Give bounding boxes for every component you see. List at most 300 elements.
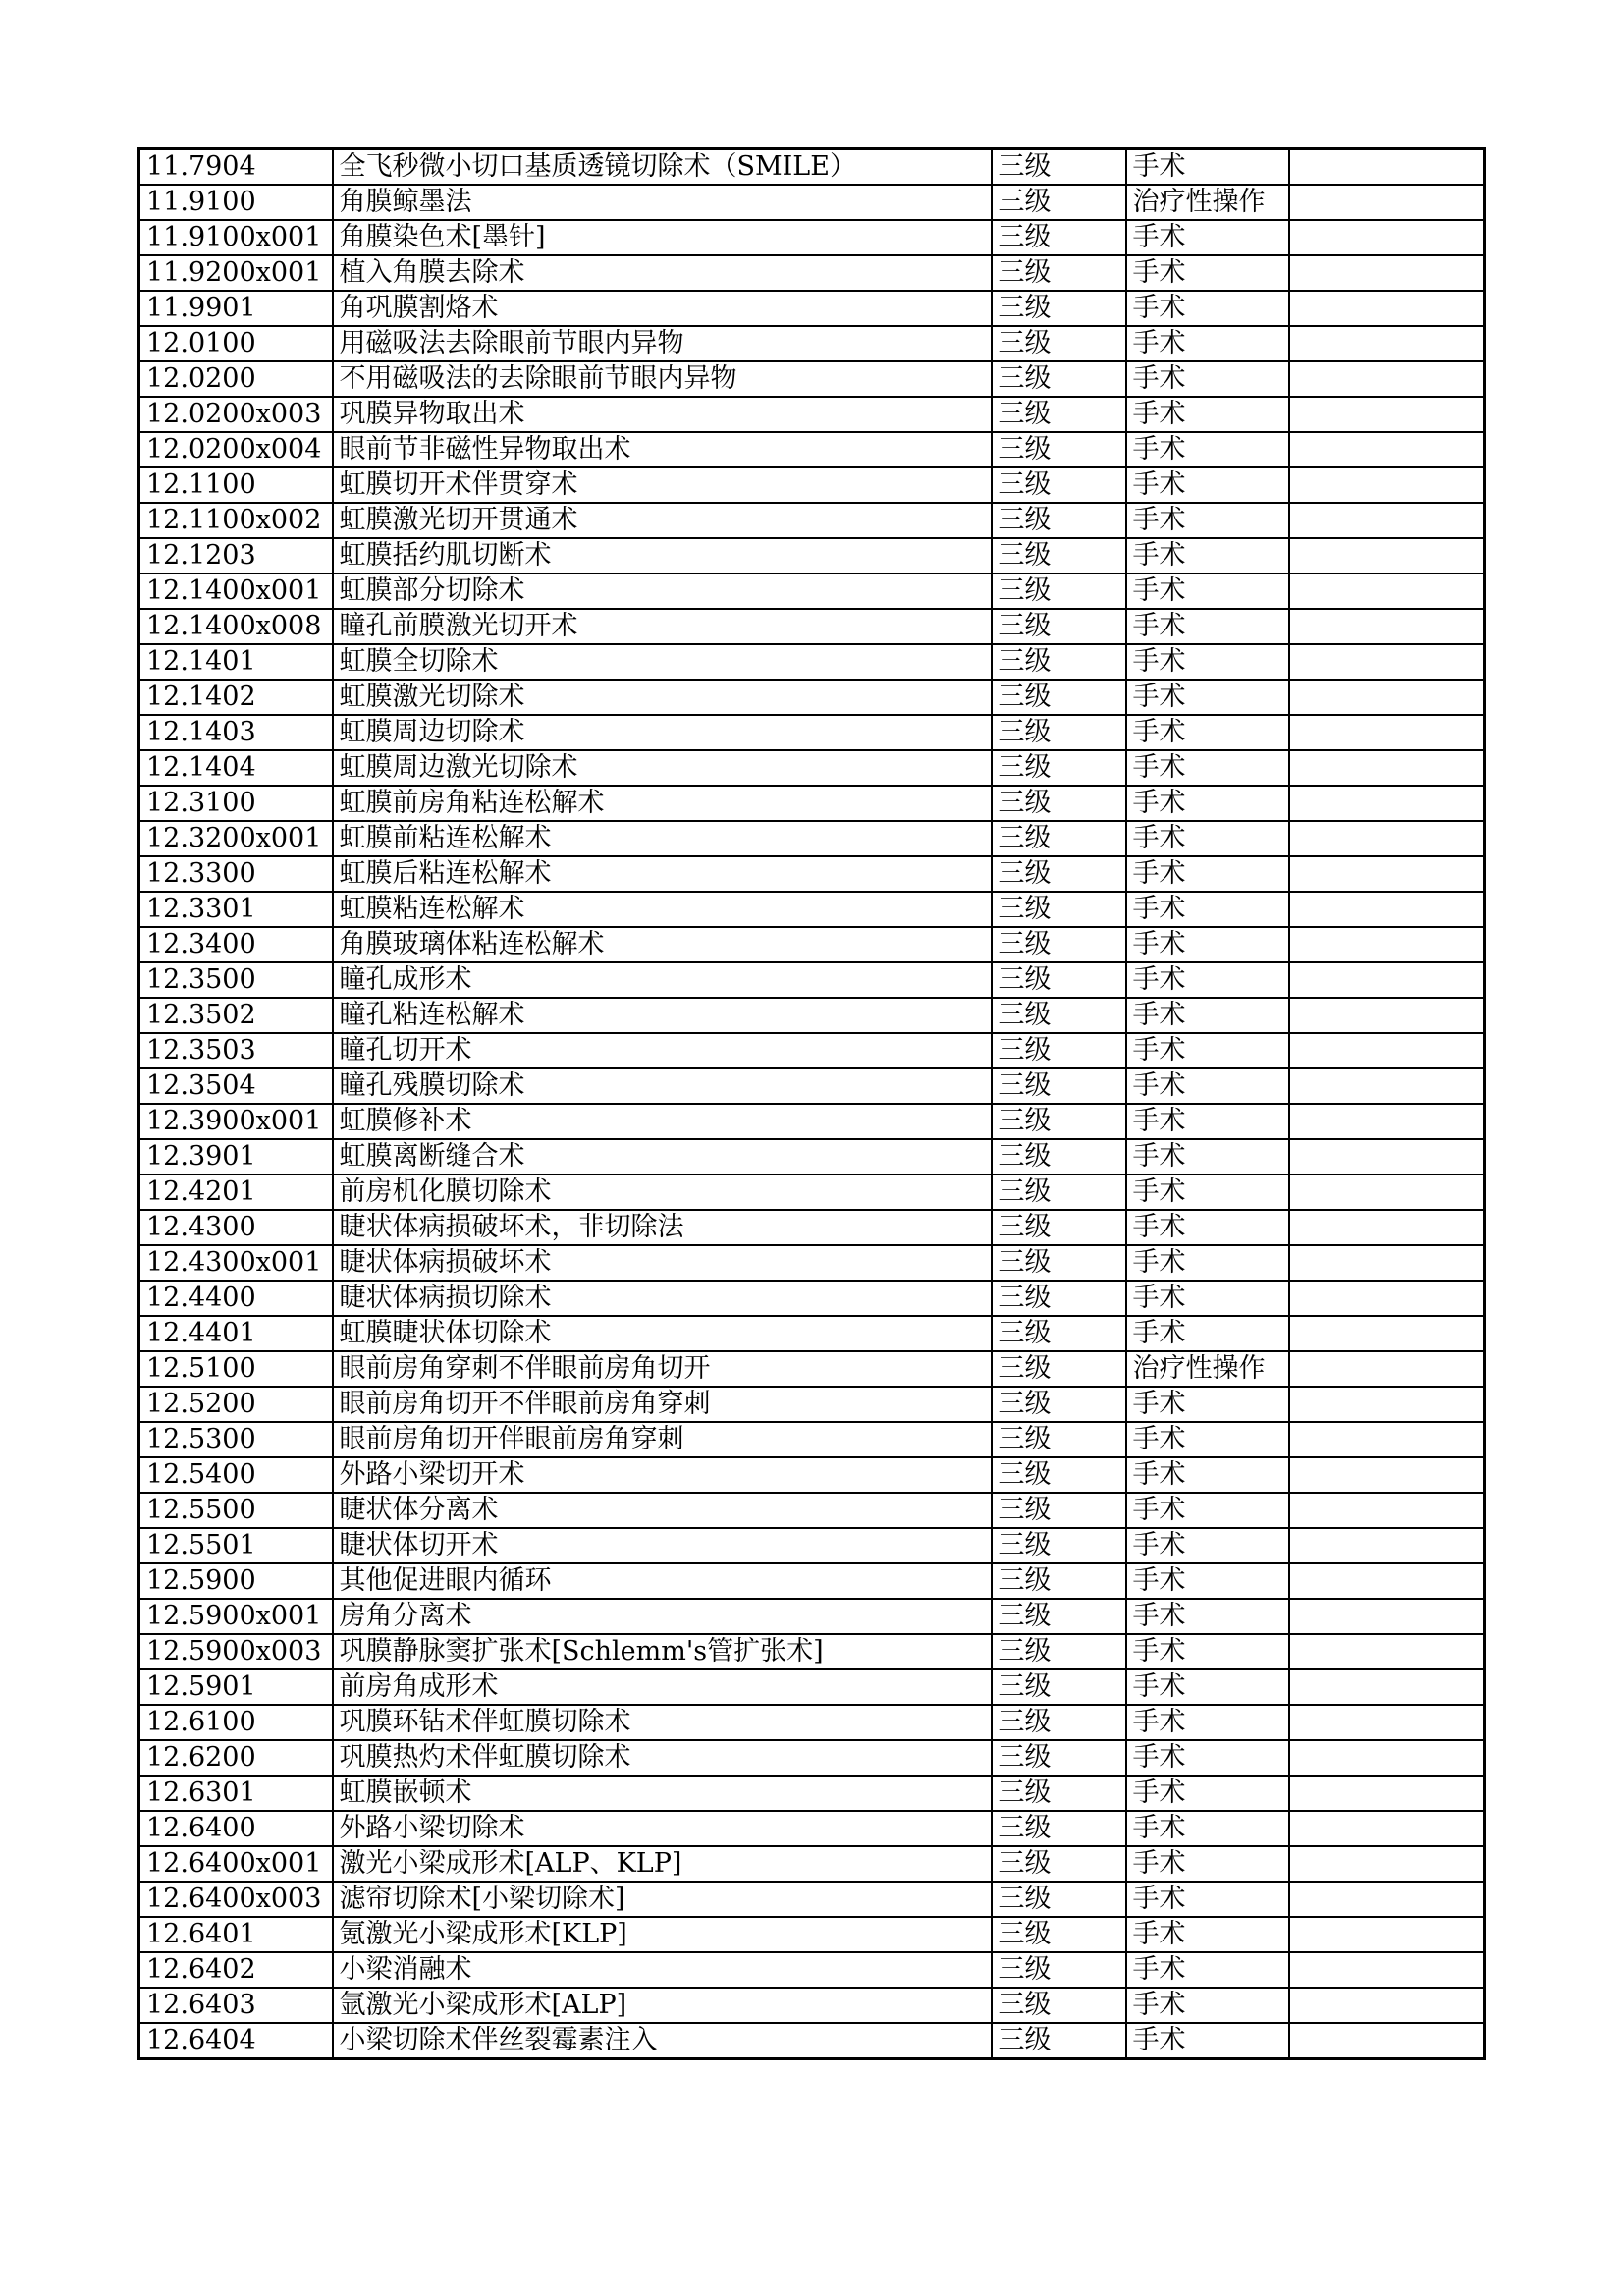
procedure-name-cell: 瞳孔成形术	[333, 962, 992, 998]
category-cell: 手术	[1126, 1634, 1289, 1669]
procedure-code-cell: 12.5500	[139, 1493, 333, 1528]
blank-cell	[1289, 538, 1485, 574]
procedure-code-cell: 12.0200x004	[139, 432, 333, 467]
category-cell: 手术	[1126, 680, 1289, 715]
procedure-name-cell: 眼前房角切开不伴眼前房角穿刺	[333, 1387, 992, 1422]
procedure-code-cell: 12.1400x001	[139, 574, 333, 609]
category-cell: 手术	[1126, 1104, 1289, 1139]
category-cell: 手术	[1126, 1599, 1289, 1634]
blank-cell	[1289, 503, 1485, 538]
blank-cell	[1289, 1669, 1485, 1705]
grade-level-cell: 三级	[992, 1669, 1126, 1705]
category-cell: 手术	[1126, 538, 1289, 574]
procedure-code-cell: 12.3503	[139, 1033, 333, 1068]
blank-cell	[1289, 220, 1485, 255]
category-cell: 手术	[1126, 574, 1289, 609]
procedure-name-cell: 眼前节非磁性异物取出术	[333, 432, 992, 467]
procedure-name-cell: 植入角膜去除术	[333, 255, 992, 291]
procedure-code-cell: 12.3500	[139, 962, 333, 998]
procedure-name-cell: 瞳孔残膜切除术	[333, 1068, 992, 1104]
category-cell: 手术	[1126, 998, 1289, 1033]
grade-level-cell: 三级	[992, 1281, 1126, 1316]
procedure-name-cell: 角膜玻璃体粘连松解术	[333, 927, 992, 962]
grade-level-cell: 三级	[992, 1705, 1126, 1740]
procedure-name-cell: 睫状体分离术	[333, 1493, 992, 1528]
procedure-code-cell: 12.6100	[139, 1705, 333, 1740]
category-cell: 手术	[1126, 892, 1289, 927]
category-cell: 手术	[1126, 1457, 1289, 1493]
grade-level-cell: 三级	[992, 185, 1126, 220]
blank-cell	[1289, 998, 1485, 1033]
table-row	[139, 185, 1485, 220]
procedure-code-cell: 12.6200	[139, 1740, 333, 1776]
blank-cell	[1289, 1846, 1485, 1882]
table-row	[139, 467, 1485, 503]
procedure-name-cell: 巩膜热灼术伴虹膜切除术	[333, 1740, 992, 1776]
table-row	[139, 644, 1485, 680]
procedure-code-cell: 12.6402	[139, 1952, 333, 1988]
blank-cell	[1289, 1811, 1485, 1846]
table-row	[139, 220, 1485, 255]
procedure-code-cell: 12.5900x001	[139, 1599, 333, 1634]
blank-cell	[1289, 432, 1485, 467]
procedure-name-cell: 外路小梁切除术	[333, 1811, 992, 1846]
procedure-code-cell: 12.3200x001	[139, 821, 333, 856]
category-cell: 手术	[1126, 1033, 1289, 1068]
category-cell: 手术	[1126, 1528, 1289, 1563]
table-row	[139, 821, 1485, 856]
procedure-name-cell: 激光小梁成形术[ALP、KLP]	[333, 1846, 992, 1882]
table-row	[139, 1210, 1485, 1245]
blank-cell	[1289, 1422, 1485, 1457]
table-row	[139, 1493, 1485, 1528]
procedure-code-cell: 11.9100	[139, 185, 333, 220]
table-row	[139, 255, 1485, 291]
grade-level-cell: 三级	[992, 255, 1126, 291]
table-row	[139, 1740, 1485, 1776]
table-row	[139, 1033, 1485, 1068]
category-cell: 手术	[1126, 361, 1289, 397]
procedure-name-cell: 睫状体病损破坏术，非切除法	[333, 1210, 992, 1245]
table-row	[139, 397, 1485, 432]
table-row	[139, 609, 1485, 644]
procedure-name-cell: 虹膜睫状体切除术	[333, 1316, 992, 1351]
table-row	[139, 1528, 1485, 1563]
grade-level-cell: 三级	[992, 1811, 1126, 1846]
procedure-code-cell: 12.6401	[139, 1917, 333, 1952]
table-row	[139, 326, 1485, 361]
category-cell: 手术	[1126, 1669, 1289, 1705]
procedure-name-cell: 不用磁吸法的去除眼前节眼内异物	[333, 361, 992, 397]
category-cell: 手术	[1126, 432, 1289, 467]
grade-level-cell: 三级	[992, 503, 1126, 538]
procedure-code-cell: 12.4400	[139, 1281, 333, 1316]
grade-level-cell: 三级	[992, 892, 1126, 927]
grade-level-cell: 三级	[992, 1139, 1126, 1175]
grade-level-cell: 三级	[992, 538, 1126, 574]
grade-level-cell: 三级	[992, 1493, 1126, 1528]
procedure-code-cell: 12.5300	[139, 1422, 333, 1457]
procedure-code-cell: 12.3300	[139, 856, 333, 892]
procedure-code-cell: 12.4401	[139, 1316, 333, 1351]
procedure-name-cell: 虹膜前房角粘连松解术	[333, 786, 992, 821]
procedure-name-cell: 用磁吸法去除眼前节眼内异物	[333, 326, 992, 361]
procedure-code-cell: 12.5501	[139, 1528, 333, 1563]
blank-cell	[1289, 927, 1485, 962]
procedure-name-cell: 其他促进眼内循环	[333, 1563, 992, 1599]
blank-cell	[1289, 185, 1485, 220]
procedure-code-cell: 12.5900x003	[139, 1634, 333, 1669]
blank-cell	[1289, 1917, 1485, 1952]
category-cell: 手术	[1126, 927, 1289, 962]
procedure-code-cell: 11.7904	[139, 149, 333, 186]
category-cell: 手术	[1126, 1705, 1289, 1740]
table-row	[139, 962, 1485, 998]
procedure-name-cell: 巩膜环钻术伴虹膜切除术	[333, 1705, 992, 1740]
grade-level-cell: 三级	[992, 1068, 1126, 1104]
procedure-code-cell: 12.1403	[139, 715, 333, 750]
category-cell: 手术	[1126, 1281, 1289, 1316]
grade-level-cell: 三级	[992, 1351, 1126, 1387]
procedure-name-cell: 氪激光小梁成形术[KLP]	[333, 1917, 992, 1952]
procedure-name-cell: 巩膜静脉窦扩张术[Schlemm's管扩张术]	[333, 1634, 992, 1669]
procedure-name-cell: 氩激光小梁成形术[ALP]	[333, 1988, 992, 2023]
grade-level-cell: 三级	[992, 1104, 1126, 1139]
category-cell: 手术	[1126, 750, 1289, 786]
grade-level-cell: 三级	[992, 1210, 1126, 1245]
grade-level-cell: 三级	[992, 1033, 1126, 1068]
procedure-code-cell: 12.3504	[139, 1068, 333, 1104]
blank-cell	[1289, 856, 1485, 892]
category-cell: 手术	[1126, 856, 1289, 892]
grade-level-cell: 三级	[992, 680, 1126, 715]
blank-cell	[1289, 1033, 1485, 1068]
procedure-code-cell: 12.3900x001	[139, 1104, 333, 1139]
procedure-code-cell: 12.1402	[139, 680, 333, 715]
grade-level-cell: 三级	[992, 1422, 1126, 1457]
table-row	[139, 538, 1485, 574]
category-cell: 手术	[1126, 2023, 1289, 2059]
grade-level-cell: 三级	[992, 644, 1126, 680]
procedure-code-cell: 11.9100x001	[139, 220, 333, 255]
grade-level-cell: 三级	[992, 1846, 1126, 1882]
blank-cell	[1289, 1634, 1485, 1669]
grade-level-cell: 三级	[992, 1952, 1126, 1988]
category-cell: 手术	[1126, 609, 1289, 644]
blank-cell	[1289, 750, 1485, 786]
category-cell: 手术	[1126, 1210, 1289, 1245]
grade-level-cell: 三级	[992, 927, 1126, 962]
blank-cell	[1289, 1068, 1485, 1104]
procedure-code-cell: 12.6400x001	[139, 1846, 333, 1882]
procedure-name-cell: 睫状体病损切除术	[333, 1281, 992, 1316]
blank-cell	[1289, 644, 1485, 680]
table-row	[139, 432, 1485, 467]
table-row	[139, 750, 1485, 786]
procedure-code-cell: 12.5900	[139, 1563, 333, 1599]
procedure-name-cell: 虹膜切开术伴贯穿术	[333, 467, 992, 503]
grade-level-cell: 三级	[992, 467, 1126, 503]
category-cell: 手术	[1126, 1175, 1289, 1210]
table-row	[139, 1387, 1485, 1422]
blank-cell	[1289, 1245, 1485, 1281]
category-cell: 治疗性操作	[1126, 185, 1289, 220]
table-row	[139, 1952, 1485, 1988]
grade-level-cell: 三级	[992, 574, 1126, 609]
category-cell: 手术	[1126, 1988, 1289, 2023]
procedure-name-cell: 角巩膜割烙术	[333, 291, 992, 326]
blank-cell	[1289, 1175, 1485, 1210]
procedure-name-cell: 全飞秒微小切口基质透镜切除术（SMILE）	[333, 149, 992, 186]
blank-cell	[1289, 1882, 1485, 1917]
procedure-code-cell: 12.3901	[139, 1139, 333, 1175]
grade-level-cell: 三级	[992, 1634, 1126, 1669]
table-row	[139, 503, 1485, 538]
procedure-code-cell: 12.6400	[139, 1811, 333, 1846]
procedure-code-cell: 12.6404	[139, 2023, 333, 2059]
procedure-code-cell: 12.0200x003	[139, 397, 333, 432]
table-row	[139, 149, 1485, 186]
procedure-code-cell: 12.3301	[139, 892, 333, 927]
category-cell: 手术	[1126, 1068, 1289, 1104]
procedure-name-cell: 虹膜括约肌切断术	[333, 538, 992, 574]
blank-cell	[1289, 786, 1485, 821]
blank-cell	[1289, 1104, 1485, 1139]
grade-level-cell: 三级	[992, 856, 1126, 892]
procedure-name-cell: 前房机化膜切除术	[333, 1175, 992, 1210]
blank-cell	[1289, 1457, 1485, 1493]
table-row	[139, 715, 1485, 750]
table-row	[139, 1104, 1485, 1139]
blank-cell	[1289, 2023, 1485, 2059]
procedure-name-cell: 外路小梁切开术	[333, 1457, 992, 1493]
procedure-code-cell: 12.1400x008	[139, 609, 333, 644]
grade-level-cell: 三级	[992, 1563, 1126, 1599]
table-row	[139, 291, 1485, 326]
procedure-code-cell: 12.1100x002	[139, 503, 333, 538]
blank-cell	[1289, 326, 1485, 361]
procedure-code-cell: 12.3400	[139, 927, 333, 962]
category-cell: 手术	[1126, 1139, 1289, 1175]
category-cell: 手术	[1126, 503, 1289, 538]
grade-level-cell: 三级	[992, 1528, 1126, 1563]
procedure-name-cell: 睫状体病损破坏术	[333, 1245, 992, 1281]
table-row	[139, 1811, 1485, 1846]
procedure-name-cell: 虹膜修补术	[333, 1104, 992, 1139]
table-row	[139, 1245, 1485, 1281]
procedure-name-cell: 虹膜周边切除术	[333, 715, 992, 750]
table-row	[139, 998, 1485, 1033]
grade-level-cell: 三级	[992, 1599, 1126, 1634]
category-cell: 手术	[1126, 255, 1289, 291]
category-cell: 手术	[1126, 291, 1289, 326]
grade-level-cell: 三级	[992, 1882, 1126, 1917]
procedure-code-cell: 12.4300x001	[139, 1245, 333, 1281]
procedure-code-cell: 11.9901	[139, 291, 333, 326]
grade-level-cell: 三级	[992, 2023, 1126, 2059]
procedure-code-cell: 12.6403	[139, 1988, 333, 2023]
table-row	[139, 1705, 1485, 1740]
procedure-name-cell: 房角分离术	[333, 1599, 992, 1634]
procedure-name-cell: 虹膜全切除术	[333, 644, 992, 680]
blank-cell	[1289, 467, 1485, 503]
procedure-name-cell: 瞳孔切开术	[333, 1033, 992, 1068]
table-row	[139, 680, 1485, 715]
blank-cell	[1289, 1210, 1485, 1245]
table-row	[139, 1068, 1485, 1104]
grade-level-cell: 三级	[992, 326, 1126, 361]
table-row	[139, 856, 1485, 892]
procedure-code-cell: 12.5400	[139, 1457, 333, 1493]
blank-cell	[1289, 1952, 1485, 1988]
blank-cell	[1289, 1599, 1485, 1634]
blank-cell	[1289, 962, 1485, 998]
table-row	[139, 1988, 1485, 2023]
blank-cell	[1289, 892, 1485, 927]
grade-level-cell: 三级	[992, 1917, 1126, 1952]
blank-cell	[1289, 1528, 1485, 1563]
procedure-code-cell: 12.1203	[139, 538, 333, 574]
table-row	[139, 1634, 1485, 1669]
category-cell: 手术	[1126, 821, 1289, 856]
procedure-name-cell: 眼前房角切开伴眼前房角穿刺	[333, 1422, 992, 1457]
procedure-name-cell: 虹膜嵌顿术	[333, 1776, 992, 1811]
blank-cell	[1289, 1351, 1485, 1387]
category-cell: 手术	[1126, 1776, 1289, 1811]
category-cell: 手术	[1126, 715, 1289, 750]
procedure-code-cell: 12.5100	[139, 1351, 333, 1387]
blank-cell	[1289, 361, 1485, 397]
grade-level-cell: 三级	[992, 1387, 1126, 1422]
table-row	[139, 1776, 1485, 1811]
table-row	[139, 1599, 1485, 1634]
procedure-code-cell: 12.1100	[139, 467, 333, 503]
table-row	[139, 892, 1485, 927]
procedure-code-cell: 12.3502	[139, 998, 333, 1033]
category-cell: 手术	[1126, 1811, 1289, 1846]
procedure-name-cell: 瞳孔粘连松解术	[333, 998, 992, 1033]
procedure-name-cell: 角膜染色术[墨针]	[333, 220, 992, 255]
procedure-name-cell: 虹膜部分切除术	[333, 574, 992, 609]
grade-level-cell: 三级	[992, 291, 1126, 326]
blank-cell	[1289, 1139, 1485, 1175]
category-cell: 手术	[1126, 1316, 1289, 1351]
procedure-name-cell: 虹膜后粘连松解术	[333, 856, 992, 892]
table-row	[139, 574, 1485, 609]
procedure-code-cell: 12.4201	[139, 1175, 333, 1210]
blank-cell	[1289, 149, 1485, 186]
blank-cell	[1289, 291, 1485, 326]
grade-level-cell: 三级	[992, 1988, 1126, 2023]
category-cell: 手术	[1126, 1740, 1289, 1776]
procedure-name-cell: 虹膜激光切开贯通术	[333, 503, 992, 538]
blank-cell	[1289, 1740, 1485, 1776]
table-row	[139, 1281, 1485, 1316]
procedure-table	[137, 147, 1486, 2060]
blank-cell	[1289, 1705, 1485, 1740]
grade-level-cell: 三级	[992, 1776, 1126, 1811]
grade-level-cell: 三级	[992, 1175, 1126, 1210]
procedure-name-cell: 虹膜前粘连松解术	[333, 821, 992, 856]
table-row	[139, 1139, 1485, 1175]
table-row	[139, 1175, 1485, 1210]
blank-cell	[1289, 1776, 1485, 1811]
category-cell: 手术	[1126, 1245, 1289, 1281]
grade-level-cell: 三级	[992, 786, 1126, 821]
procedure-name-cell: 巩膜异物取出术	[333, 397, 992, 432]
grade-level-cell: 三级	[992, 750, 1126, 786]
category-cell: 手术	[1126, 149, 1289, 186]
table-row	[139, 2023, 1485, 2059]
category-cell: 手术	[1126, 786, 1289, 821]
blank-cell	[1289, 821, 1485, 856]
category-cell: 治疗性操作	[1126, 1351, 1289, 1387]
procedure-name-cell: 小梁切除术伴丝裂霉素注入	[333, 2023, 992, 2059]
grade-level-cell: 三级	[992, 1316, 1126, 1351]
category-cell: 手术	[1126, 326, 1289, 361]
table-row	[139, 1917, 1485, 1952]
procedure-code-cell: 12.1401	[139, 644, 333, 680]
procedure-name-cell: 角膜鲸墨法	[333, 185, 992, 220]
procedure-code-cell: 12.0100	[139, 326, 333, 361]
category-cell: 手术	[1126, 1422, 1289, 1457]
category-cell: 手术	[1126, 1846, 1289, 1882]
table-row	[139, 1563, 1485, 1599]
procedure-name-cell: 虹膜粘连松解术	[333, 892, 992, 927]
table-row	[139, 1316, 1485, 1351]
blank-cell	[1289, 1563, 1485, 1599]
procedure-name-cell: 前房角成形术	[333, 1669, 992, 1705]
grade-level-cell: 三级	[992, 821, 1126, 856]
category-cell: 手术	[1126, 644, 1289, 680]
table-row	[139, 361, 1485, 397]
blank-cell	[1289, 1988, 1485, 2023]
procedure-code-cell: 12.0200	[139, 361, 333, 397]
grade-level-cell: 三级	[992, 609, 1126, 644]
table-row	[139, 1351, 1485, 1387]
grade-level-cell: 三级	[992, 962, 1126, 998]
procedure-code-cell: 12.6400x003	[139, 1882, 333, 1917]
procedure-name-cell: 瞳孔前膜激光切开术	[333, 609, 992, 644]
table-row	[139, 1457, 1485, 1493]
table-row	[139, 786, 1485, 821]
grade-level-cell: 三级	[992, 1245, 1126, 1281]
category-cell: 手术	[1126, 220, 1289, 255]
procedure-name-cell: 眼前房角穿刺不伴眼前房角切开	[333, 1351, 992, 1387]
category-cell: 手术	[1126, 1493, 1289, 1528]
grade-level-cell: 三级	[992, 149, 1126, 186]
blank-cell	[1289, 1493, 1485, 1528]
table-row	[139, 927, 1485, 962]
procedure-code-cell: 12.3100	[139, 786, 333, 821]
blank-cell	[1289, 397, 1485, 432]
table-row	[139, 1422, 1485, 1457]
blank-cell	[1289, 609, 1485, 644]
procedure-code-cell: 12.5200	[139, 1387, 333, 1422]
procedure-name-cell: 虹膜激光切除术	[333, 680, 992, 715]
category-cell: 手术	[1126, 1563, 1289, 1599]
blank-cell	[1289, 255, 1485, 291]
grade-level-cell: 三级	[992, 998, 1126, 1033]
table-row	[139, 1846, 1485, 1882]
category-cell: 手术	[1126, 397, 1289, 432]
blank-cell	[1289, 715, 1485, 750]
category-cell: 手术	[1126, 1917, 1289, 1952]
blank-cell	[1289, 1316, 1485, 1351]
procedure-name-cell: 小梁消融术	[333, 1952, 992, 1988]
grade-level-cell: 三级	[992, 1457, 1126, 1493]
blank-cell	[1289, 1387, 1485, 1422]
